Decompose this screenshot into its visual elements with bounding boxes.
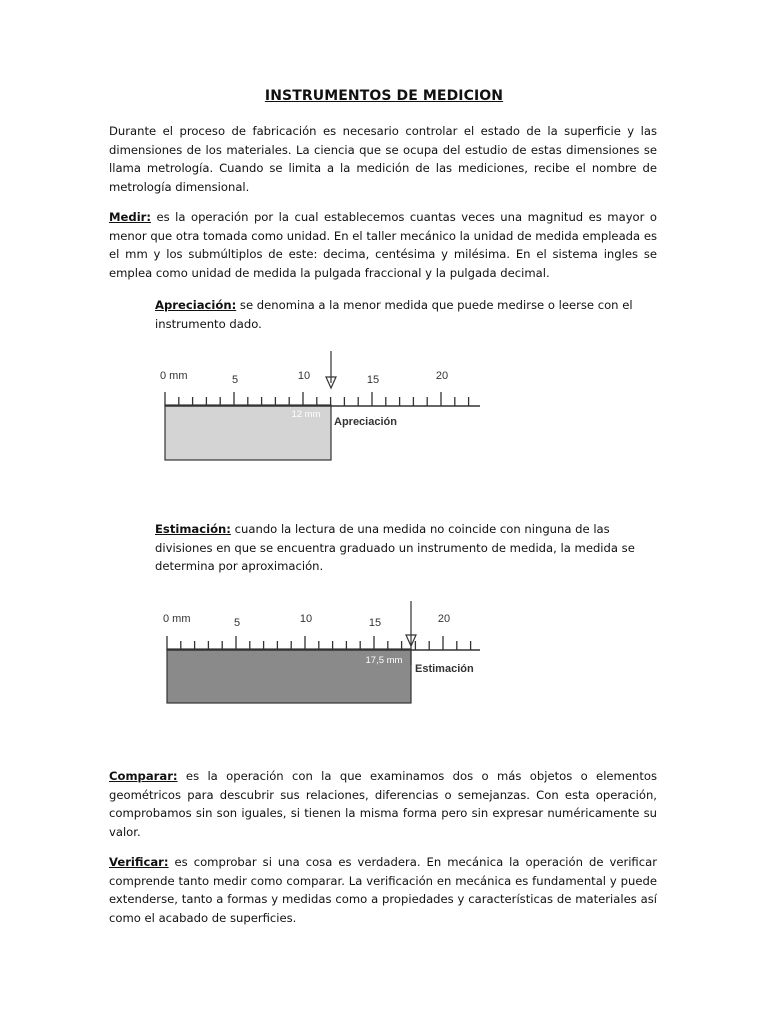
page-title: INSTRUMENTOS DE MEDICION [264,88,504,104]
unit-label: 0 mm [160,370,188,382]
scale-label-5: 5 [231,374,239,386]
comparar-term: Comparar: [109,769,178,783]
scale-ticks [165,392,469,406]
scale-label-5: 5 [233,617,241,629]
scale-label-20: 20 [437,613,451,625]
medir-term: Medir: [109,210,152,224]
medir-text: es la operación por la cual establecemos cuantas veces una magnitud es mayor o menor que otra tomada como unidad. En el taller mecánico la unidad de medida empleada es el mm y los submúltiplos de este: decima, centésima y milésima. En el sistema ingles se emplea como unidad de medida la pulgada fraccional y la pulgada decimal. [109,210,657,280]
unit-label: 0 mm [163,613,191,625]
figure-caption: Apreciación [334,416,397,428]
verificar-text: es comprobar si una cosa es verdadera. En mecánica la operación de verificar comprende tanto medir como comparar. La verificación en mecánica es fundamental y puede extenderse, tanto a formas y medidas como a propiedades y características de materiales así como el acabado de superficies. [109,855,657,925]
value-label: 12 mm [291,409,321,420]
intro-paragraph: Durante el proceso de fabricación es necesario controlar el estado de la superficie y las dimensiones de los materiales. La ciencia que se ocupa del estudio de estas dimensiones se llama metrología. Cuando se limita a la medición de las mediciones, recibe el nombre de metrología dimensional. [109,124,657,194]
scale-label-15: 15 [368,617,382,629]
estimacion-term: Estimación: [155,522,231,536]
apreciacion-paragraph [155,296,650,333]
figure-caption: Estimación [415,663,474,675]
scale-label-15: 15 [366,374,380,386]
apreciacion-term: Apreciación: [155,298,237,312]
apreciacion-text: se denomina a la menor medida que puede medirse o leerse con el instrumento dado. [155,298,633,331]
scale-label-20: 20 [435,370,449,382]
verificar-term: Verificar: [109,855,169,869]
verificar-paragraph [109,853,657,927]
estimacion-text: cuando la lectura de una medida no coincide con ninguna de las divisiones en que se encuentra graduado un instrumento de medida, la medida se determina por aproximación. [155,522,635,574]
scale-label-10: 10 [299,613,313,625]
scale-label-10: 10 [297,370,311,382]
medir-paragraph [109,208,657,282]
apreciacion-figure [150,345,495,475]
comparar-text: es la operación con la que examinamos dos o más objetos o elementos geométricos para descubrir sus relaciones, diferencias o semejanzas. Con esta operación, comprobamos sin son iguales, si tienen la misma forma pero sin expresar numéricamente su valor. [109,769,657,839]
estimacion-figure [155,595,495,720]
value-label: 17,5 mm [365,655,403,666]
comparar-paragraph [109,767,657,841]
scale-ticks [167,636,471,650]
estimacion-paragraph [155,520,650,576]
